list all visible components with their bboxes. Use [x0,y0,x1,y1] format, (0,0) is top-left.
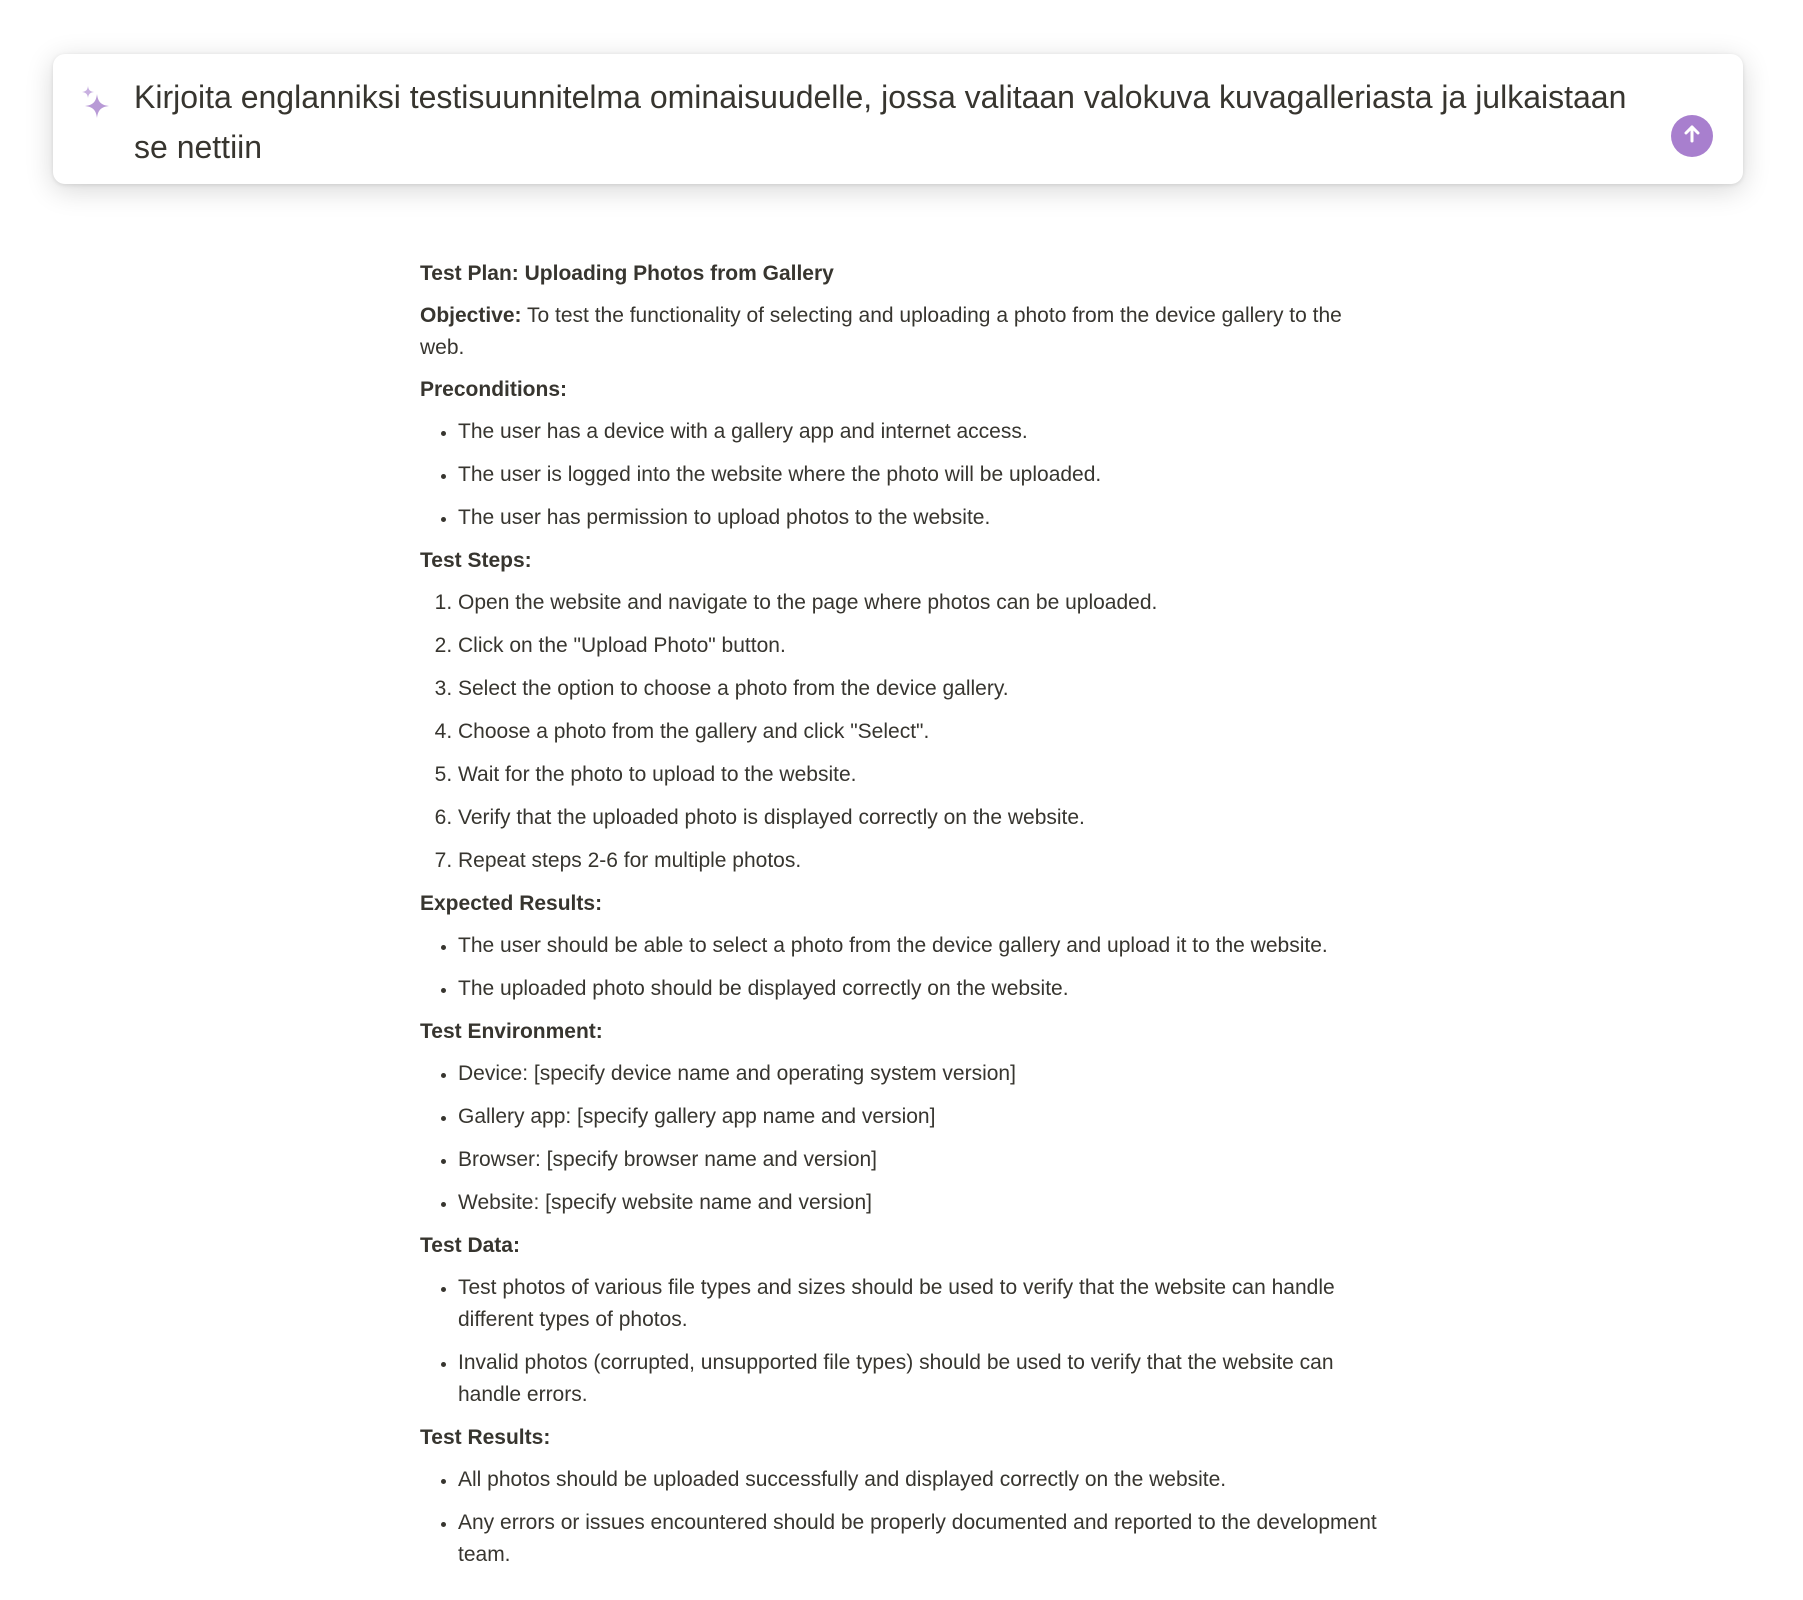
list-item: • The user has permission to upload photos to the website. [458,502,1380,534]
test-data-list [420,1272,1380,1411]
list-item: • Test photos of various file types and sizes should be used to verify that the website can handle different types of photos. [458,1272,1380,1336]
prompt-input[interactable]: Kirjoita englanniksi testisuunnitelma ominaisuudelle, jossa valitaan valokuva kuvagalleriasta ja julkaistaan se nettiin [134,79,1627,165]
list-item: • The user should be able to select a photo from the device gallery and upload it to the website. [458,930,1380,962]
list-item: • The user is logged into the website where the photo will be uploaded. [458,459,1380,491]
objective-label: Objective: [420,304,522,327]
list-item: • Any errors or issues encountered should be properly documented and reported to the development team. [458,1507,1380,1571]
test-environment-heading: Test Environment: [420,1020,603,1043]
list-item: • The user has a device with a gallery app and internet access. [458,416,1380,448]
preconditions-list [420,416,1380,534]
list-item: • Browser: [specify browser name and version] [458,1144,1380,1176]
list-item: • All photos should be uploaded successfully and displayed correctly on the website. [458,1464,1380,1496]
list-item: 2. Click on the "Upload Photo" button. [458,630,1380,662]
response-document [420,258,1380,1582]
list-item: • Device: [specify device name and operating system version] [458,1058,1380,1090]
test-data-heading: Test Data: [420,1234,520,1257]
list-item: 5. Wait for the photo to upload to the website. [458,759,1380,791]
list-item: 7. Repeat steps 2-6 for multiple photos. [458,845,1380,877]
list-item: 3. Select the option to choose a photo from the device gallery. [458,673,1380,705]
submit-button[interactable] [1671,115,1713,157]
test-results-list [420,1464,1380,1571]
list-item: • Gallery app: [specify gallery app name and version] [458,1101,1380,1133]
arrow-up-icon [1681,123,1703,150]
objective-text: To test the functionality of selecting and uploading a photo from the device gallery to the web. [420,304,1342,359]
sparkle-icon [79,84,119,124]
objective-paragraph [420,300,1380,364]
list-item: 6. Verify that the uploaded photo is displayed correctly on the website. [458,802,1380,834]
list-item: • The uploaded photo should be displayed correctly on the website. [458,973,1380,1005]
preconditions-heading: Preconditions: [420,378,568,401]
prompt-box[interactable] [53,54,1743,184]
doc-title: Test Plan: Uploading Photos from Gallery [420,262,834,285]
list-item: 4. Choose a photo from the gallery and click "Select". [458,716,1380,748]
test-steps-heading: Test Steps: [420,549,532,572]
list-item: • Invalid photos (corrupted, unsupported file types) should be used to verify that the website can handle errors. [458,1347,1380,1411]
list-item: 1. Open the website and navigate to the page where photos can be uploaded. [458,587,1380,619]
expected-results-heading: Expected Results: [420,892,603,915]
list-item: • Website: [specify website name and version] [458,1187,1380,1219]
test-steps-list [420,587,1380,877]
test-results-heading: Test Results: [420,1426,551,1449]
test-environment-list [420,1058,1380,1219]
expected-results-list [420,930,1380,1005]
